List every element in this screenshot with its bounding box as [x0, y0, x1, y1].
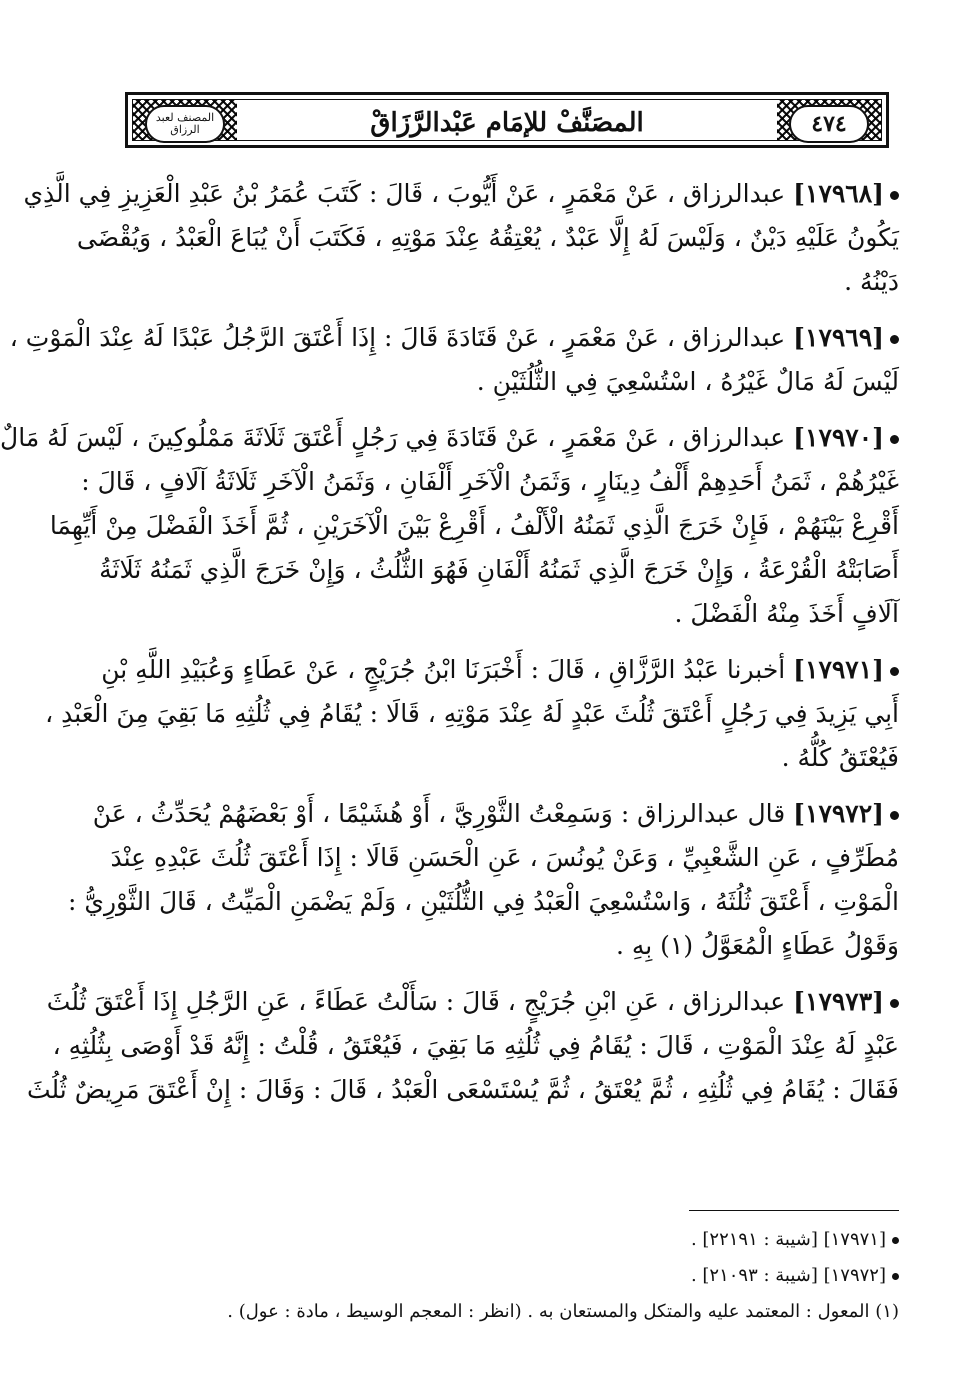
entry-17972 [68, 792, 899, 968]
entry-line: أَصَابَتْهُ الْقُرْعَةُ ، وَإِنْ خَرَجَ الَّذِي ثَمَنُهُ أَلْفَانِ فَهُوَ الثُّلُثُ ، وَإِنْ خَرَجَ الَّذِي ثَمَنُهُ ثَلَاثَةُ [99, 555, 899, 584]
entry-17969 [9, 316, 899, 404]
entry-line: أَقْرِعْ بَيْنَهُمْ ، فَإِنْ خَرَجَ الَّذِي ثَمَنُهُ الْأَلْفُ ، أَقْرِعْ بَيْنَ الْآخَرَيْنِ ، ثُمَّ أَخَذَ الْفَضْلَ مِنْ أَيِّهِمَا [49, 511, 899, 540]
running-title: المصَنَّفْ للإمَام عَبْدالرَّزَاقْ [370, 108, 644, 138]
entry-ref: [١٧٩٧١] [793, 655, 884, 684]
bullet-icon [890, 335, 899, 344]
entry-line: فَيُعْتَقُ كُلُّهُ . [781, 743, 899, 772]
entry-line: آلَافٍ أَخَذَ مِنْهُ الْفَضْلَ . [674, 599, 899, 628]
entry-17970 [0, 416, 899, 636]
bullet-icon [890, 435, 899, 444]
entry-text: عبدالرزاق ، عَنِ ابْنِ جُرَيْجٍ ، قَالَ : سَأَلْتُ عَطَاءً ، عَنِ الرَّجُلِ إِذَا أَعْتَقَ ثُلُثَ [46, 987, 786, 1016]
entry-line: أَبِي يَزِيدَ فِي رَجُلٍ أَعْتَقَ ثُلُثَ عَبْدٍ لَهُ عِنْدَ مَوْتِهِ ، قَالَا : يُقَامُ فِي ثُلُثِهِ مَا بَقِيَ مِنَ الْعَبْدِ ، [45, 699, 899, 728]
book-seal [145, 105, 225, 143]
entry-ref: [١٧٩٦٨] [793, 179, 884, 208]
footnotes [109, 1222, 899, 1330]
page-number: ٤٧٤ [811, 111, 847, 137]
footnote-text: [١٧٩٧٢] [شيبة : ٢١٠٩٣] . [690, 1265, 886, 1286]
hadith-entries [0, 172, 899, 1124]
footnote-text: (١) المعول : المعتمد عليه والمتكل والمستعان به . (انظر : المعجم الوسيط ، مادة : عول) . [227, 1301, 899, 1322]
footnote-item [109, 1222, 899, 1258]
bullet-icon [890, 191, 899, 200]
entry-line [101, 648, 899, 692]
entry-ref: [١٧٩٦٩] [793, 323, 884, 352]
entry-line: عَبْدٍ لَهُ عِنْدَ الْمَوْتِ ، قَالَ : يُقَامُ فِي ثُلُثِهِ مَا بَقِيَ ، فَيُعْتَقُ ، قُلْتُ : إِنَّهُ قَدْ أَوْصَى بِثُلُثِهِ ، [52, 1031, 899, 1060]
entry-text: عبدالرزاق ، عَنْ مَعْمَرٍ ، عَنْ قَتَادَةَ قَالَ : إِذَا أَعْتَقَ الرَّجُلُ عَبْدًا لَهُ عِنْدَ الْمَوْتِ ، [9, 323, 786, 352]
entry-line: لَيْسَ لَهُ مَالٌ غَيْرُهُ ، اسْتُسْعِيَ فِي الثُّلُثَيْنِ . [476, 367, 899, 396]
bullet-icon [890, 811, 899, 820]
entry-ref: [١٧٩٧٢] [793, 799, 884, 828]
entry-17968 [23, 172, 899, 304]
entry-ref: [١٧٩٧٠] [793, 423, 884, 452]
entry-ref: [١٧٩٧٣] [793, 987, 884, 1016]
page-number-badge [789, 105, 869, 143]
bullet-icon [890, 999, 899, 1008]
entry-line: مُطَرِّفٍ ، عَنِ الشَّعْبِيِّ ، وَعَنْ يُونُسَ ، عَنِ الْحَسَنِ قَالَا : إِذَا أَعْتَقَ ثُلُثَ عَبْدِهِ عِنْدَ [110, 843, 899, 872]
entry-line: يَكُونُ عَلَيْهِ دَيْنٌ ، وَلَيْسَ لَهُ إِلَّا عَبْدٌ ، يُعْتِقُهُ عِنْدَ مَوْتِهِ ، فَكَتَبَ أَنْ يُبَاعَ الْعَبْدُ ، وَيُقْضَى [76, 223, 899, 252]
entry-text: قال عبدالرزاق : وَسَمِعْتُ الثَّوْرِيَّ ، أَوْ هُشَيْمًا ، أَوْ بَعْضَهُمْ يُحَدِّثُ ، عَنْ [92, 799, 786, 828]
footnote-item [109, 1258, 899, 1294]
bullet-icon [892, 1237, 899, 1244]
footnote-separator [689, 1210, 899, 1211]
entry-line [0, 416, 899, 460]
bullet-icon [892, 1273, 899, 1280]
entry-text: أخبرنا عَبْدُ الرَّزَّاقِ ، قَالَ : أَخْبَرَنَا ابْنُ جُرَيْجٍ ، عَنْ عَطَاءٍ وَعُبَيْدِ اللَّهِ بْنِ [101, 655, 786, 684]
bullet-icon [890, 667, 899, 676]
page-header [125, 92, 889, 148]
seal-text: المصنف لعبد الرزاق [155, 111, 215, 136]
entry-text: عبدالرزاق ، عَنْ مَعْمَرٍ ، عَنْ قَتَادَةَ فِي رَجُلٍ أَعْتَقَ ثَلَاثَةَ مَمْلُوكِينَ ، لَيْسَ لَهُ مَالٌ [0, 423, 786, 452]
entry-text: عبدالرزاق ، عَنْ مَعْمَرٍ ، عَنْ أَيُّوبَ ، قَالَ : كَتَبَ عُمَرُ بْنُ عَبْدِ الْعَزِيزِ فِي الَّذِي [23, 179, 786, 208]
entry-line [9, 316, 899, 360]
entry-line: غَيْرُهُمْ ، ثَمَنُ أَحَدِهِمْ أَلْفُ دِينَارٍ ، وَثَمَنُ الْآخَرِ أَلْفَانِ ، وَثَمَنُ الْآخَرِ ثَلَاثَةُ آلَافٍ ، قَالَ : [81, 467, 899, 496]
entry-17973 [26, 980, 899, 1112]
entry-17971 [45, 648, 899, 780]
entry-line [46, 980, 899, 1024]
entry-line: فَقَالَ : يُقَامُ فِي ثُلُثِهِ ، ثُمَّ يُعْتَقُ ، ثُمَّ يُسْتَسْعَى الْعَبْدُ ، قَالَ : وَقَالَ : إِنْ أَعْتَقَ مَرِيضٌ ثُلُثَ [26, 1075, 899, 1104]
entry-line: الْمَوْتِ ، أَعْتَقَ ثُلُثَهُ ، وَاسْتُسْعِيَ الْعَبْدُ فِي الثُّلُثَيْنِ ، وَلَمْ يَضْمَنِ الْمَيِّتُ ، قَالَ الثَّوْرِيُّ : [68, 887, 899, 916]
entry-line [23, 172, 899, 216]
entry-line: وَقَوْلُ عَطَاءٍ الْمُعَوَّلُ (١) بِهِ . [615, 931, 899, 960]
header-frame [132, 99, 882, 141]
entry-line: دَيْنُهُ . [844, 267, 899, 296]
entry-line [92, 792, 899, 836]
footnote-text: [١٧٩٧١] [شيبة : ٢٢١٩١] . [690, 1229, 886, 1250]
